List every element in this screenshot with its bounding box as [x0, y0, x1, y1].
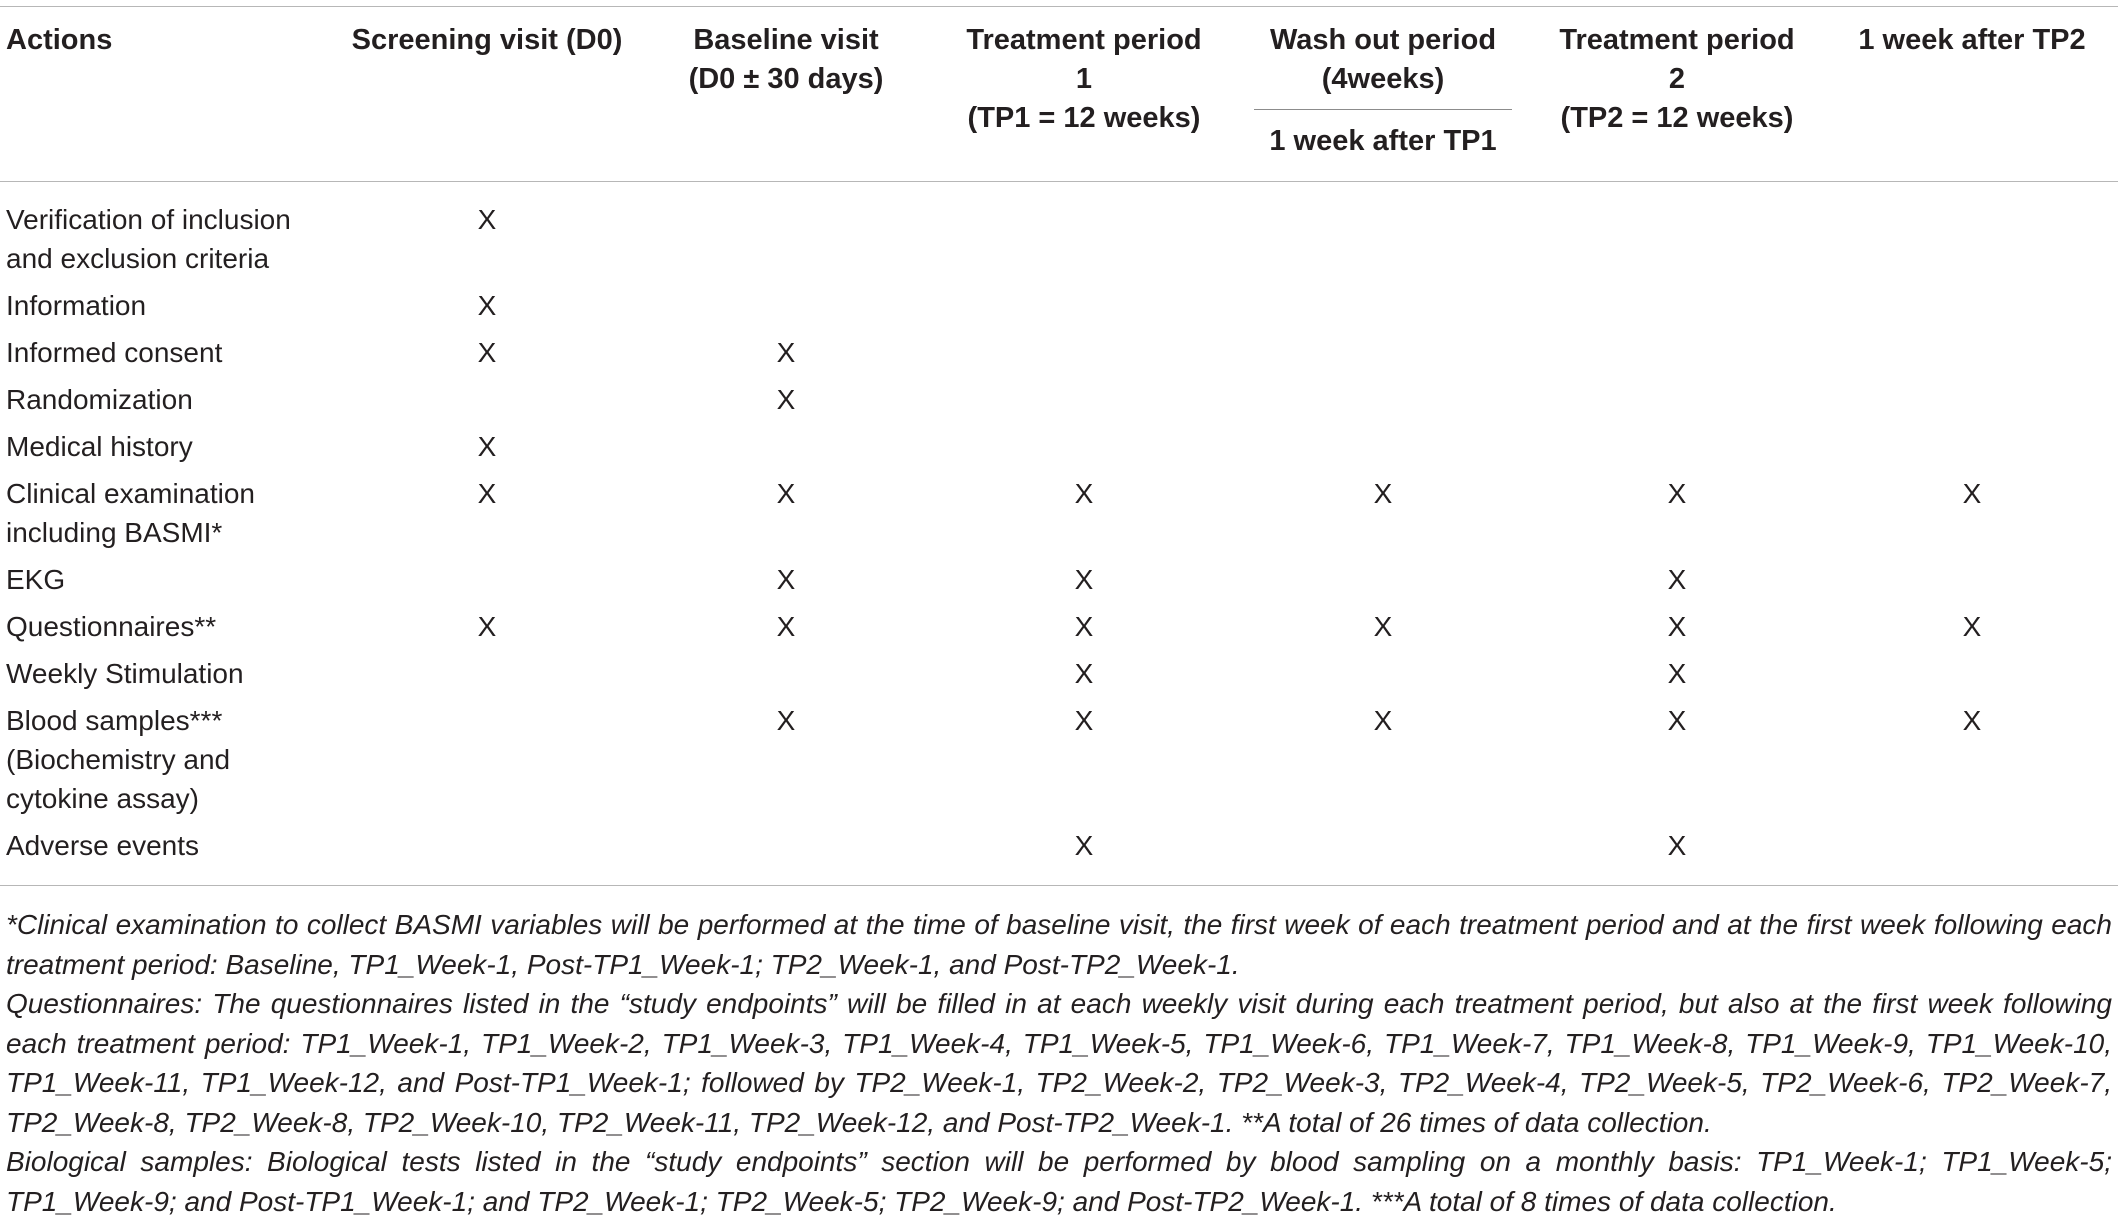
- header-washout-line-1: Wash out period: [1269, 24, 1497, 56]
- schedule-cell: [1826, 372, 2118, 419]
- schedule-mark: X: [1667, 478, 1687, 509]
- schedule-cell: [1528, 325, 1826, 372]
- row-action-label-line: Questionnaires**: [6, 611, 217, 642]
- schedule-cell: [332, 182, 642, 279]
- schedule-cell: [1528, 599, 1826, 646]
- schedule-cell: [332, 325, 642, 372]
- table-row: [0, 278, 2118, 325]
- schedule-cell: [1238, 552, 1528, 599]
- row-action-label: [0, 646, 332, 693]
- row-action-label: [0, 372, 332, 419]
- header-1-week-after-tp2: [1826, 7, 2118, 182]
- schedule-mark: X: [1373, 611, 1393, 642]
- schedule-mark: X: [477, 337, 497, 368]
- header-tp2-line-1: Treatment period: [1559, 24, 1795, 56]
- schedule-cell: [1826, 646, 2118, 693]
- schedule-mark: X: [477, 478, 497, 509]
- study-schedule-table: [0, 6, 2118, 886]
- schedule-mark: X: [776, 337, 796, 368]
- schedule-cell: [930, 419, 1238, 466]
- table-row: [0, 693, 2118, 818]
- schedule-cell: [1528, 646, 1826, 693]
- footnote-basmi: *Clinical examination to collect BASMI variables will be performed at the time of baseline visit, the first week of each treatment period and at the first week following each treatment period: Baseline, TP1_Week-1, Post-TP1_Week-1; TP2_Week-1, and Post-TP2_Week-1.: [6, 909, 2112, 980]
- schedule-mark: X: [1074, 611, 1094, 642]
- header-washout-period: [1238, 7, 1528, 182]
- schedule-cell: [642, 466, 930, 552]
- table-row: [0, 466, 2118, 552]
- table-row: [0, 552, 2118, 599]
- schedule-mark: X: [477, 431, 497, 462]
- schedule-cell: [1528, 278, 1826, 325]
- row-action-label-line: Blood samples***: [6, 705, 223, 736]
- schedule-cell: [1238, 466, 1528, 552]
- schedule-cell: [1238, 278, 1528, 325]
- schedule-cell: [1826, 693, 2118, 818]
- row-action-label-line: Medical history: [6, 431, 193, 462]
- row-action-label-line: (Biochemistry and: [6, 744, 231, 775]
- schedule-cell: [1528, 693, 1826, 818]
- schedule-cell: [1528, 466, 1826, 552]
- table-row: [0, 818, 2118, 886]
- schedule-cell: [930, 818, 1238, 886]
- footnote-biological-samples: Biological samples: Biological tests listed in the “study endpoints” section will be performed by blood sampling on a monthly basis: TP1_Week-1; TP1_Week-5; TP1_Week-9; and Post-TP1_Week-1; and TP2_Week-1; TP2_Week-5; TP2_Week-9; and Post-TP2_Week-1. ***A total of 8 times of data collection.: [6, 1146, 2112, 1217]
- schedule-mark: X: [1667, 830, 1687, 861]
- schedule-cell: [642, 278, 930, 325]
- header-tp2-line-2: 2: [1668, 63, 1686, 95]
- schedule-cell: [1238, 325, 1528, 372]
- schedule-mark: X: [776, 705, 796, 736]
- row-action-label-line: cytokine assay): [6, 783, 199, 814]
- schedule-mark: X: [477, 290, 497, 321]
- schedule-cell: [642, 818, 930, 886]
- schedule-cell: [930, 646, 1238, 693]
- table-row: [0, 372, 2118, 419]
- row-action-label-line: Adverse events: [6, 830, 199, 861]
- schedule-mark: X: [776, 564, 796, 595]
- schedule-cell: [332, 466, 642, 552]
- schedule-cell: [1238, 646, 1528, 693]
- schedule-cell: [1826, 278, 2118, 325]
- header-tp1-line-2: 1: [1075, 63, 1093, 95]
- schedule-mark: X: [1074, 658, 1094, 689]
- schedule-mark: X: [1373, 478, 1393, 509]
- row-action-label: [0, 552, 332, 599]
- row-action-label-line: Verification of inclusion: [6, 204, 291, 235]
- header-actions-label: Actions: [6, 24, 113, 56]
- schedule-mark: X: [1373, 705, 1393, 736]
- row-action-label: [0, 466, 332, 552]
- schedule-cell: [1238, 693, 1528, 818]
- schedule-cell: [1826, 419, 2118, 466]
- schedule-cell: [332, 818, 642, 886]
- row-action-label-line: Informed consent: [6, 337, 223, 368]
- header-treatment-period-1: [930, 7, 1238, 182]
- schedule-cell: [930, 599, 1238, 646]
- header-actions: [0, 7, 332, 182]
- table-row: [0, 419, 2118, 466]
- schedule-cell: [930, 693, 1238, 818]
- table-row: [0, 325, 2118, 372]
- row-action-label-line: and exclusion criteria: [6, 243, 270, 274]
- schedule-cell: [1826, 466, 2118, 552]
- schedule-cell: [1238, 419, 1528, 466]
- row-action-label-line: Randomization: [6, 384, 193, 415]
- table-header-row: [0, 7, 2118, 182]
- table-row: [0, 646, 2118, 693]
- header-after-tp2-line-1: 1 week after TP2: [1858, 24, 2086, 56]
- table-body: [0, 182, 2118, 886]
- schedule-mark: X: [477, 204, 497, 235]
- schedule-cell: [1528, 552, 1826, 599]
- schedule-mark: X: [1667, 705, 1687, 736]
- schedule-cell: [642, 372, 930, 419]
- row-action-label-line: Weekly Stimulation: [6, 658, 244, 689]
- row-action-label: [0, 278, 332, 325]
- schedule-cell: [642, 552, 930, 599]
- schedule-cell: [930, 372, 1238, 419]
- schedule-mark: X: [1074, 830, 1094, 861]
- schedule-cell: [1528, 818, 1826, 886]
- header-washout-subheading: 1 week after TP1: [1269, 125, 1497, 157]
- row-action-label: [0, 419, 332, 466]
- schedule-cell: [1826, 818, 2118, 886]
- schedule-cell: [1238, 599, 1528, 646]
- schedule-cell: [1238, 372, 1528, 419]
- schedule-cell: [1826, 325, 2118, 372]
- schedule-cell: [642, 182, 930, 279]
- schedule-cell: [1528, 182, 1826, 279]
- schedule-cell: [332, 278, 642, 325]
- header-tp1-line-1: Treatment period: [966, 24, 1202, 56]
- footnote-questionnaires: Questionnaires: The questionnaires listed in the “study endpoints” will be filled in at each weekly visit during each treatment period, but also at the first week following each treatment period: TP1_Week-1, TP1_Week-2, TP1_Week-3, TP1_Week-4, TP1_Week-5, TP1_Week-6, TP1_Week-7, TP1_Week-8, TP1_Week-9, TP1_Week-10, TP1_Week-11, TP1_Week-12, and Post-TP1_Week-1; followed by TP2_Week-1, TP2_Week-2, TP2_Week-3, TP2_Week-4, TP2_Week-5, TP2_Week-6, TP2_Week-7, TP2_Week-8, TP2_Week-8, TP2_Week-10, TP2_Week-11, TP2_Week-12, and Post-TP2_Week-1. **A total of 26 times of data collection.: [6, 988, 2112, 1138]
- row-action-label-line: EKG: [6, 564, 66, 595]
- schedule-cell: [332, 552, 642, 599]
- row-action-label: [0, 693, 332, 818]
- schedule-cell: [1826, 552, 2118, 599]
- schedule-mark: X: [1667, 658, 1687, 689]
- header-tp2-line-3: (TP2 = 12 weeks): [1560, 102, 1794, 134]
- schedule-cell: [930, 466, 1238, 552]
- schedule-cell: [332, 419, 642, 466]
- schedule-mark: X: [1962, 705, 1982, 736]
- schedule-mark: X: [776, 384, 796, 415]
- schedule-cell: [930, 182, 1238, 279]
- header-screening-visit: [332, 7, 642, 182]
- schedule-cell: [1826, 182, 2118, 279]
- schedule-mark: X: [1962, 478, 1982, 509]
- row-action-label-line: including BASMI*: [6, 517, 223, 548]
- schedule-mark: X: [776, 478, 796, 509]
- schedule-cell: [930, 278, 1238, 325]
- schedule-mark: X: [1074, 705, 1094, 736]
- table-row: [0, 182, 2118, 279]
- schedule-cell: [642, 325, 930, 372]
- schedule-cell: [642, 693, 930, 818]
- schedule-cell: [1238, 818, 1528, 886]
- schedule-mark: X: [776, 611, 796, 642]
- schedule-cell: [930, 552, 1238, 599]
- row-action-label: [0, 818, 332, 886]
- schedule-mark: X: [1074, 564, 1094, 595]
- schedule-cell: [1528, 372, 1826, 419]
- schedule-cell: [642, 599, 930, 646]
- schedule-mark: X: [1667, 611, 1687, 642]
- schedule-cell: [332, 646, 642, 693]
- header-baseline-line-2: (D0 ± 30 days): [688, 63, 884, 95]
- schedule-cell: [642, 646, 930, 693]
- row-action-label: [0, 182, 332, 279]
- header-tp1-line-3: (TP1 = 12 weeks): [967, 102, 1201, 134]
- schedule-mark: X: [1074, 478, 1094, 509]
- schedule-cell: [642, 419, 930, 466]
- schedule-cell: [930, 325, 1238, 372]
- schedule-cell: [1238, 182, 1528, 279]
- schedule-cell: [332, 599, 642, 646]
- header-washout-top: [1254, 21, 1512, 110]
- schedule-mark: X: [477, 611, 497, 642]
- schedule-mark: X: [1667, 564, 1687, 595]
- table-footnotes: [6, 905, 2112, 1221]
- header-washout-line-2: (4weeks): [1321, 63, 1445, 95]
- header-baseline-visit: [642, 7, 930, 182]
- table-row: [0, 599, 2118, 646]
- row-action-label-line: Clinical examination: [6, 478, 256, 509]
- schedule-cell: [1826, 599, 2118, 646]
- header-baseline-line-1: Baseline visit: [693, 24, 879, 56]
- row-action-label-line: Information: [6, 290, 147, 321]
- row-action-label: [0, 599, 332, 646]
- header-screening-line-1: Screening visit (D0): [351, 24, 623, 56]
- schedule-cell: [332, 372, 642, 419]
- schedule-cell: [1528, 419, 1826, 466]
- header-treatment-period-2: [1528, 7, 1826, 182]
- row-action-label: [0, 325, 332, 372]
- schedule-mark: X: [1962, 611, 1982, 642]
- schedule-cell: [332, 693, 642, 818]
